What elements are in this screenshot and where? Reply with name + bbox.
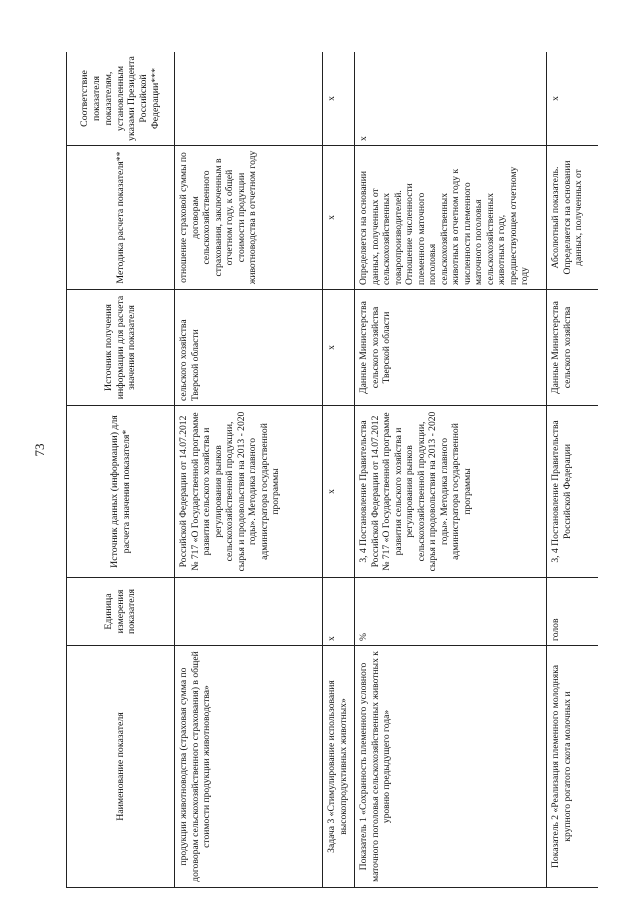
- cell-info-source: Данные Министерства сельского хозяйства: [547, 290, 599, 406]
- cell-info-source: х: [323, 290, 355, 406]
- cell-name: продукции животноводства (страховая сумма по договорам сельскохозяйственного страхования) в общей стоимости продукции животноводства»: [175, 646, 323, 888]
- cell-unit: х: [323, 578, 355, 646]
- table-row: [175, 52, 323, 888]
- rotated-table: [66, 52, 598, 888]
- cell-method: х: [323, 146, 355, 290]
- cell-unit: голов: [547, 578, 599, 646]
- table-row: [323, 52, 355, 888]
- rotated-table-container: [66, 52, 598, 888]
- cell-data-source: Российской Федерации от 14.07.2012 № 717 «О Государственной программе развития сельского хозяйства и регулирования рынков сельскохозяйственной продукции, сырья и продовольствия на 2013 - 2020 годы». Методика главного администратора государственной программы: [175, 406, 323, 578]
- cell-method: отношение страховой суммы по договорам сельскохозяйственного страхования, заключенным в отчетном году, к общей стоимости продукции животноводства в отчетном году: [175, 146, 323, 290]
- header-unit: Единица измерения показателя: [67, 578, 175, 646]
- cell-info-source: сельского хозяйства Тверской области: [175, 290, 323, 406]
- cell-data-source: х: [323, 406, 355, 578]
- cell-unit: [175, 578, 323, 646]
- cell-name: Показатель 1 «Сохранность племенного условного маточного поголовья сельскохозяйственных животных к уровню предыдущего года»: [355, 646, 547, 888]
- cell-info-source: Данные Министерства сельского хозяйства Тверской области: [355, 290, 547, 406]
- header-name: Наименование показателя: [67, 646, 175, 888]
- header-method: Методика расчета показателя**: [67, 146, 175, 290]
- cell-name: Показатель 2 «Реализация племенного молодняка крупного рогатого скота молочных и: [547, 646, 599, 888]
- table-row: [355, 52, 547, 888]
- cell-method: Определяется на основании данных, полученных от сельскохозяйственных товаропроизводителей. Отношение численности племенного маточного поголовья сельскохозяйственных животных в отчетном году к численности племенного маточного поголовья сельскохозяйственных животных в году, предшествующем отчетному году: [355, 146, 547, 290]
- cell-data-source: 3, 4 Постановление Правительства Российской Федерации: [547, 406, 599, 578]
- table-row: [547, 52, 599, 888]
- header-data-source: Источник данных (информации) для расчета значения показателя*: [67, 406, 175, 578]
- header-row: [67, 52, 175, 888]
- cell-data-source: 3, 4 Постановление Правительства Российской Федерации от 14.07.2012 № 717 «О Государственной программе развития сельского хозяйства и регулирования рынков сельскохозяйственной продукции, сырья и продовольствия на 2013 - 2020 годы». Методика главного администратора государственной программы: [355, 406, 547, 578]
- header-info-source: Источник получения информации для расчета значения показателя: [67, 290, 175, 406]
- indicators-table: [66, 52, 598, 888]
- cell-unit: %: [355, 578, 547, 646]
- page-number: 73: [32, 443, 47, 457]
- cell-decree: [175, 52, 323, 146]
- cell-name: Задача 3 «Стимулирование использования высокопродуктивных животных»: [323, 646, 355, 888]
- header-decree: Соответствие показателя показателям, установленным указами Президента Российской Федерации***: [67, 52, 175, 146]
- cell-decree: х: [323, 52, 355, 146]
- cell-decree: х: [355, 52, 547, 146]
- cell-method: Абсолютный показатель. Определяется на основании данных, полученных от: [547, 146, 599, 290]
- cell-decree: х: [547, 52, 599, 146]
